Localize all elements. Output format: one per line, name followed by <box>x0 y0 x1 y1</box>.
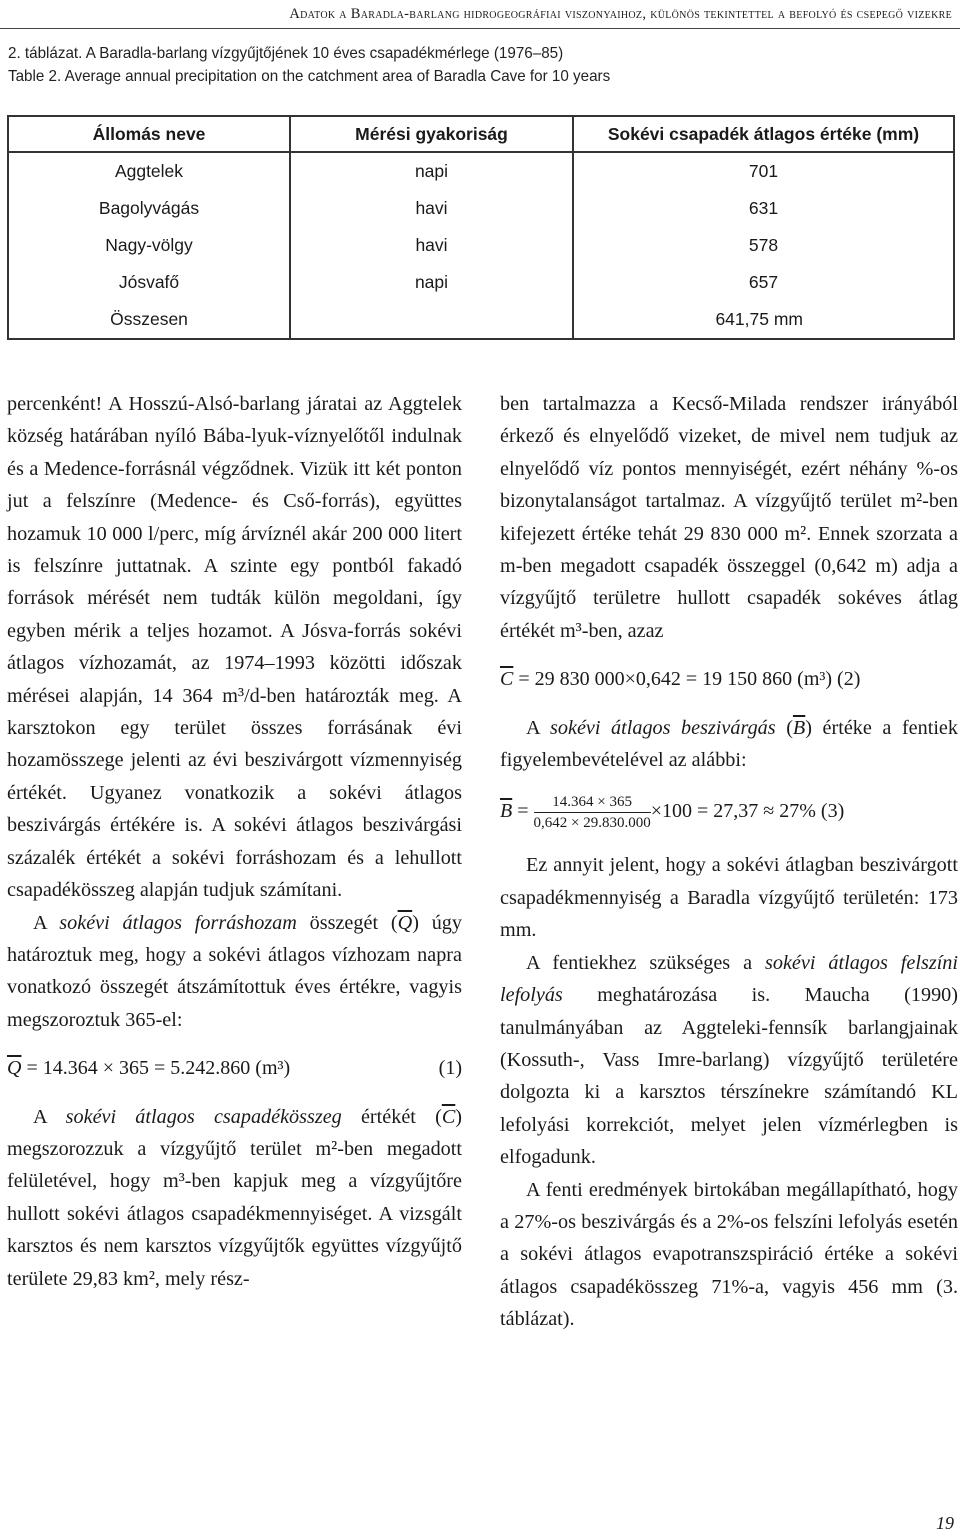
table-cell: napi <box>290 264 573 301</box>
table-cell: havi <box>290 227 573 264</box>
paragraph: A fentiekhez szükséges a sokévi átlagos felszíni lefolyás meghatározása is. Maucha (1990) tanulmányában az Aggteleki-fennsík barlangjainak (Kossuth-, Vass Imre-barlang) vízgyűjtő területére dolgozta ki a karsztos térszínekre számítandó KL lefolyási korrekciót, melyet jelen vízmérlegben is elfogadunk. <box>500 951 959 1169</box>
precipitation-table <box>7 115 955 340</box>
table-row <box>8 152 954 190</box>
table-cell: Aggtelek <box>8 152 290 190</box>
paragraph: percenként! A Hosszú-Alsó-barlang járatai az Aggtelek község határában nyíló Bába-lyuk-víznyelőtől indulnak és a Medence-forrásnál végződnek. Vizük itt két ponton jut a felszínre (Medence- és Cső-forrás), együttes hozamuk 10 000 l/perc, míg árvíznél akár 200 000 litert is felszínre juttatnak. A szinte egy pontból fakadó források mérését nem tudták külön megoldani, így egyben mérik a teljes hozamot. A Jósva-forrás sokévi átlagos vízhozamát, az 1974–1993 közötti időszak mérései alapján, 14 364 m³/d-ben határozták meg. A karsztokon egy terület összes forrásának évi hozamösszege jelenti az évi beszivárgott vízmennyiség értékét. Ugyanez vonatkozik a sokévi átlagos beszivárgás értékére is. A sokévi átlagos beszivárgási százalék értékét a sokévi forráshozam és a lehullott csapadékösszeg alapján tudjuk számítani. <box>7 393 462 902</box>
caption-hungarian: 2. táblázat. A Baradla-barlang vízgyűjtőjének 10 éves csapadékmérlege (1976–85) <box>8 45 564 62</box>
table-cell: Bagolyvágás <box>8 190 290 227</box>
left-column <box>7 388 462 1295</box>
table-cell: 641,75 mm <box>573 301 954 339</box>
table-cell: Összesen <box>8 301 290 339</box>
column-header: Mérési gyakoriság <box>290 116 573 152</box>
table-cell: havi <box>290 190 573 227</box>
table-row-total <box>8 301 954 339</box>
right-column <box>500 388 958 1336</box>
table-cell: 701 <box>573 152 954 190</box>
table-cell: 578 <box>573 227 954 264</box>
table-row <box>8 190 954 227</box>
table-row <box>8 227 954 264</box>
formula-2: $\overline{C} = 29$ 830 000×0,642 = 19 150 860 (m³) (2) <box>500 668 861 691</box>
table-cell: Nagy-völgy <box>8 227 290 264</box>
fraction: $\frac{14.364 \times 365}{0,642 \times 29.830.000}$ <box>533 794 651 832</box>
page-number: 19 <box>936 1513 954 1533</box>
table-cell: napi <box>290 152 573 190</box>
table-cell: 631 <box>573 190 954 227</box>
paragraph: Ez annyit jelent, hogy a sokévi átlagban beszivárgott csapadékmennyiség a Baradla vízgyűjtő területén: 173 mm. <box>500 854 958 942</box>
paragraph: ben tartalmazza a Kecső-Milada rendszer irányából érkező és elnyelődő vizeket, de mivel nem tudjuk az elnyelődő víz pontos mennyiségét, ezért néhány %-os bizonytalanságot tartalmaz. A vízgyűjtő terület m²-ben kifejezett értéke tehát 29 830 000 m². Ennek szorzata a m-ben megadott csapadék összeggel (0,642 m) adja a vízgyűjtő területre hullott csapadék sokéves átlag értékét m³-ben, azaz <box>500 393 958 642</box>
table-captions <box>8 42 642 88</box>
formula-1: $\overline{Q} = 14.364 \times 365 = 5.242.860$ (m³) (1) <box>7 1057 462 1080</box>
column-header: Állomás neve <box>8 116 290 152</box>
running-header: Adatok a Baradla-barlang hidrogeográfiai viszonyaihoz, különös tekintettel a befolyó és csepegő vizekre <box>0 2 960 29</box>
formula-3: $\overline{B}$ = $\frac{14.364 \times 365}{0,642 \times 29.830.000}$ ×100 = 27,37 ≈ 27% (3) <box>500 794 845 832</box>
paragraph: A sokévi átlagos beszivárgás $(\overline{B})$ értéke a fentiek figyelembevételével az alábbi: <box>500 716 958 772</box>
caption-english: Table 2. Average annual precipitation on the catchment area of Baradla Cave for 10 years <box>8 68 611 85</box>
table-cell: Jósvafő <box>8 264 290 301</box>
table-cell: 657 <box>573 264 954 301</box>
paragraph: A fenti eredmények birtokában megállapítható, hogy a 27%-os beszivárgás és a 2%-os felszíni lefolyás esetén a sokévi átlagos evapotranszspiráció értéke a sokévi átlagos csapadékösszeg 71%-a, vagyis 456 mm (3. táblázat). <box>500 1178 958 1331</box>
table-cell <box>290 301 573 339</box>
paragraph: A sokévi átlagos forráshozam összegét $(\overline{Q})$ úgy határoztuk meg, hogy a sokévi átlagos vízhozam napra vonatkozó összegét átszámítottuk éves értékre, vagyis megszoroztuk 365-el: <box>7 911 462 1031</box>
paragraph: A sokévi átlagos csapadékösszeg értékét $(\overline{C})$ megszorozzuk a vízgyűjtő terület m²-ben megadott felületével, hogy m³-ben kapjuk meg a vízgyűjtőre hullott sokévi átlagos csapadékmennyiséget. A vizsgált karsztos és nem karsztos vízgyűjtők együttes vízgyűjtő területe 29,83 km², mely rész- <box>7 1105 463 1290</box>
column-header: Sokévi csapadék átlagos értéke (mm) <box>573 116 954 152</box>
table-header-row <box>8 116 954 152</box>
table-row <box>8 264 954 301</box>
